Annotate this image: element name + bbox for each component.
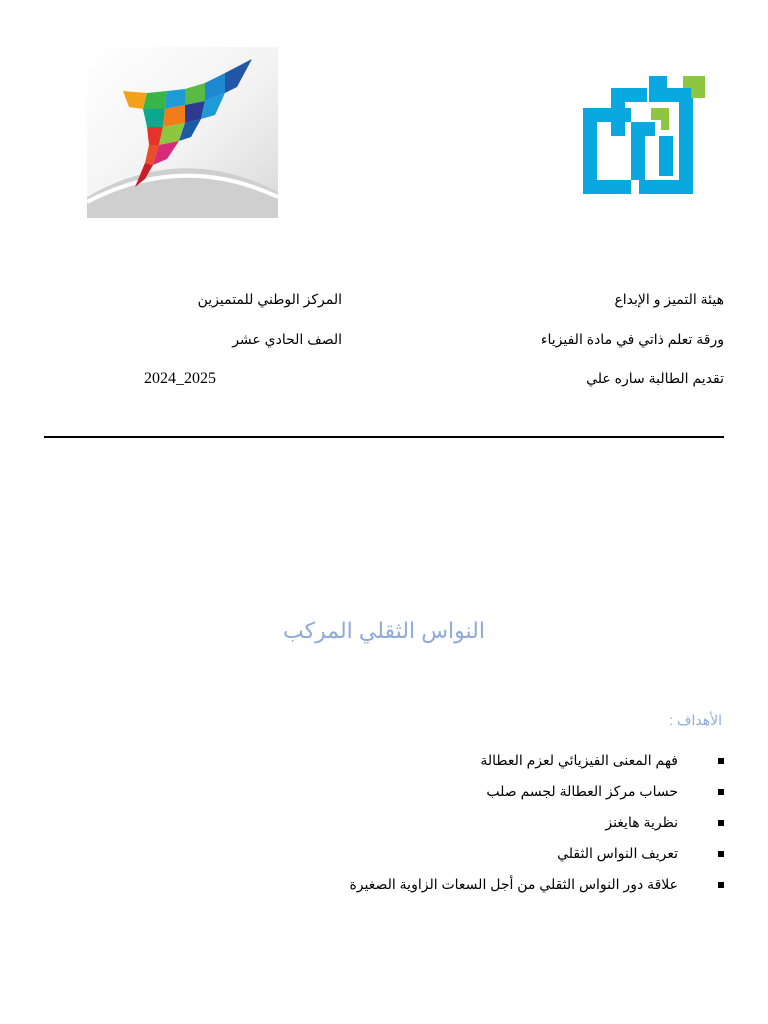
square-bullet-icon	[718, 820, 724, 826]
puzzle-bird-logo-icon	[87, 47, 278, 218]
goal-text: نظرية هايغنز	[605, 814, 678, 830]
grade-level: الصف الحادي عشر	[232, 331, 342, 347]
list-item	[124, 845, 724, 876]
document-title: النواس الثقلي المركب	[283, 618, 485, 643]
student-name: تقديم الطالبة ساره علي	[586, 370, 724, 386]
list-item	[124, 783, 724, 814]
list-item	[124, 876, 724, 907]
goal-text: حساب مركز العطالة لجسم صلب	[486, 783, 678, 799]
authority-name: هيئة التميز و الإبداع	[614, 291, 724, 307]
square-bullet-icon	[718, 851, 724, 857]
center-name: المركز الوطني للمتميزين	[197, 291, 342, 307]
goals-heading: الأهداف :	[669, 712, 722, 728]
goal-text: علاقة دور النواس الثقلي من أجل السعات الزاوية الصغيرة	[349, 876, 678, 892]
goals-list	[124, 752, 724, 907]
list-item	[124, 752, 724, 783]
header-info	[96, 288, 724, 408]
squares-logo-icon	[583, 76, 705, 194]
header-divider	[44, 436, 724, 438]
academic-year: 2024_2025	[144, 370, 216, 387]
list-item	[124, 814, 724, 845]
square-bullet-icon	[718, 789, 724, 795]
sheet-subject: ورقة تعلم ذاتي في مادة الفيزياء	[540, 331, 724, 347]
goal-text: فهم المعنى الفيزيائي لعزم العطالة	[480, 752, 678, 768]
goal-text: تعريف النواس الثقلي	[557, 845, 678, 861]
square-bullet-icon	[718, 758, 724, 764]
square-bullet-icon	[718, 882, 724, 888]
